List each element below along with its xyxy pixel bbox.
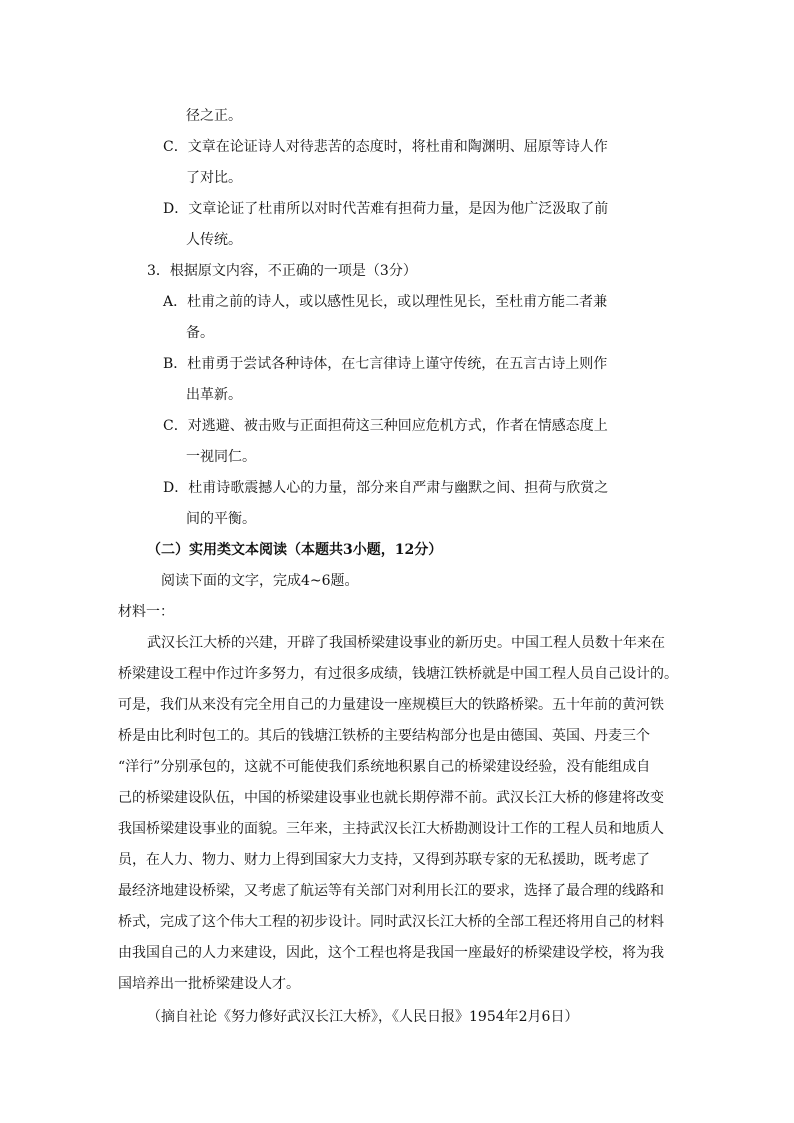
material-1-line: 国培养出一批桥梁建设人才。 — [118, 976, 300, 992]
q2-option-c-line2: 了对比。 — [186, 170, 242, 186]
material-1-line: “洋行”分别承包的，这就不可能使我们系统地积累自己的桥梁建设经验，没有能组成自 — [118, 759, 651, 775]
material-1-line: 由我国自己的人力来建设，因此，这个工程也将是我国一座最好的桥梁建设学校，将为我 — [118, 945, 664, 961]
material-1-citation: （摘自社论《努力修好武汉长江大桥》，《人民日报》1954年2月6日） — [147, 1009, 579, 1025]
material-1-label: 材料一： — [118, 604, 174, 620]
q3-option-d-line2: 间的平衡。 — [186, 511, 256, 527]
material-1-line: 最经济地建设桥梁，又考虑了航运等有关部门对利用长江的要求，选择了最合理的线路和 — [118, 883, 664, 899]
material-1-line: 我国桥梁建设事业的面貌。三年来，主持武汉长江大桥勘测设计工作的工程人员和地质人 — [118, 821, 664, 837]
material-1-line: 桥是由比利时包工的。其后的钱塘江铁桥的主要结构部分也是由德国、英国、丹麦三个 — [118, 728, 650, 744]
q3-option-c-line2: 一视同仁。 — [186, 449, 256, 465]
q3-option-d-line1: D．杜甫诗歌震撼人心的力量，部分来自严肃与幽默之间、担荷与欣赏之 — [163, 480, 609, 496]
material-1-line: 员，在人力、物力、财力上得到国家大力支持，又得到苏联专家的无私援助，既考虑了 — [118, 852, 650, 868]
material-1-line: 可是，我们从来没有完全用自己的力量建设一座规模巨大的铁路桥梁。五十年前的黄河铁 — [118, 697, 664, 713]
q2-option-d-line1: D．文章论证了杜甫所以对时代苦难有担荷力量，是因为他广泛汲取了前 — [163, 201, 609, 217]
question-3-stem: 3．根据原文内容，不正确的一项是（3分） — [147, 263, 417, 279]
q2-option-d-line2: 人传统。 — [186, 232, 242, 248]
q3-option-a-line2: 备。 — [186, 325, 214, 341]
material-1-line: 桥梁建设工程中作过许多努力，有过很多成绩，钱塘江铁桥就是中国工程人员自己设计的。 — [118, 666, 678, 682]
q3-option-a-line1: A．杜甫之前的诗人，或以感性见长，或以理性见长，至杜甫方能二者兼 — [163, 294, 608, 310]
q2-option-b-continuation: 径之正。 — [186, 108, 242, 124]
material-1-line: 己的桥梁建设队伍，中国的桥梁建设事业也就长期停滞不前。武汉长江大桥的修建将改变 — [118, 790, 664, 806]
section-2-heading: （二）实用类文本阅读（本题共3小题，12分） — [147, 542, 443, 558]
q2-option-c-line1: C．文章在论证诗人对待悲苦的态度时，将杜甫和陶渊明、屈原等诗人作 — [163, 139, 608, 155]
section-2-instruction: 阅读下面的文字，完成4~6题。 — [161, 573, 359, 589]
q3-option-c-line1: C．对逃避、被击败与正面担荷这三种回应危机方式，作者在情感态度上 — [163, 418, 608, 434]
q3-option-b-line2: 出革新。 — [186, 387, 242, 403]
material-1-line: 桥式，完成了这个伟大工程的初步设计。同时武汉长江大桥的全部工程还将用自己的材料 — [118, 914, 664, 930]
q3-option-b-line1: B．杜甫勇于尝试各种诗体，在七言律诗上谨守传统，在五言古诗上则作 — [163, 356, 608, 372]
material-1-line: 武汉长江大桥的兴建，开辟了我国桥梁建设事业的新历史。中国工程人员数十年来在 — [147, 635, 665, 651]
